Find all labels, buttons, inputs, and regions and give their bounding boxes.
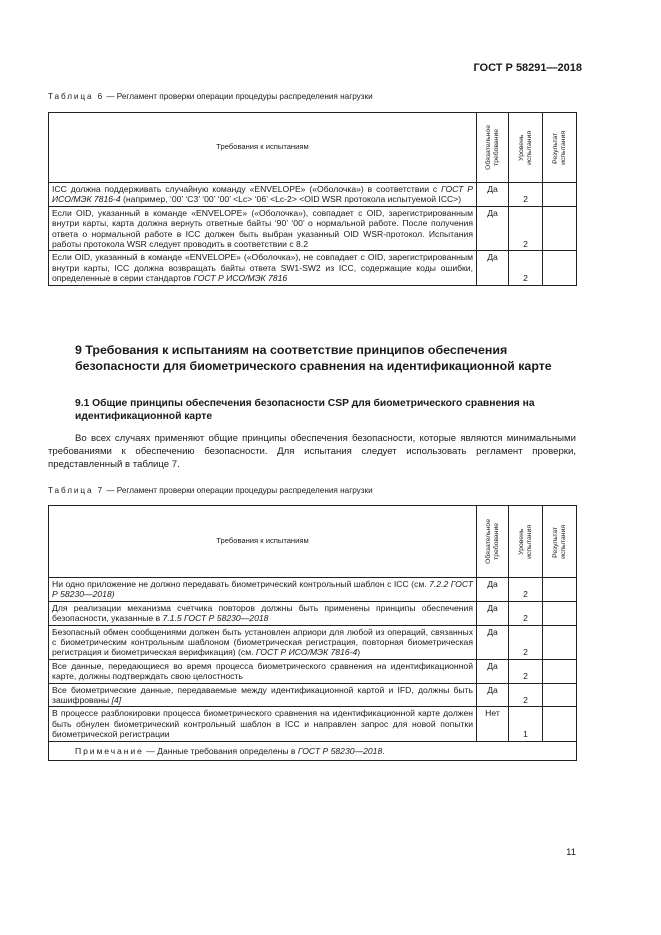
level-value: 2 bbox=[509, 683, 543, 707]
requirement-fragment: В процессе разблокировки процесса биометрического сравнения на идентификационной карте должен быть обнулен биометрический контрольный шаблон в ICC и направлен запрос для новой попытки биометрической регистрации bbox=[52, 708, 473, 740]
table-7-note-row bbox=[49, 741, 577, 760]
header-result-line2: испытания bbox=[559, 130, 567, 165]
table-7-caption-text: — Регламент проверки операции процедуры распределения нагрузки bbox=[106, 486, 373, 495]
header-level-line2: испытания bbox=[525, 130, 533, 165]
table-row bbox=[49, 578, 577, 602]
table-row bbox=[49, 659, 577, 683]
table-row bbox=[49, 206, 577, 251]
level-value: 1 bbox=[509, 707, 543, 741]
requirement-text bbox=[49, 251, 477, 285]
result-value bbox=[543, 251, 577, 285]
table-6 bbox=[48, 112, 577, 286]
table-row bbox=[49, 707, 577, 741]
header-mandatory-line1: Обязательное bbox=[484, 125, 492, 170]
table-row bbox=[49, 683, 577, 707]
header-result bbox=[543, 113, 577, 183]
table-7-body bbox=[49, 578, 577, 742]
level-value: 2 bbox=[509, 659, 543, 683]
section-9-1-paragraph-text: Во всех случаях применяют общие принципы обеспечения безопасности, которые являются минимальными требованиями к обеспечению безопасности. Для испытания следует использовать регламент проверки, представленный в таблице 7. bbox=[48, 433, 576, 470]
requirement-reference: 7.1.5 ГОСТ Р 58230—2018 bbox=[162, 613, 269, 624]
requirement-text bbox=[49, 578, 477, 602]
requirement-text bbox=[49, 625, 477, 659]
requirement-fragment: Если OID, указанный в команде «ENVELOPE» («Оболочка»), совпадает с OID, зарегистрированным внутри карты, карта должна вернуть ответные байты ‘90’ ‘00’ о нормальной работе. После получения ответа о нормальной работе в ICC должен быть выбран указанный OID WSR-протокол. Испытания работы протокола WSR следует проводить в соответствии с 8.2 bbox=[52, 207, 473, 250]
level-value: 2 bbox=[509, 601, 543, 625]
requirement-reference: ГОСТ Р ИСО/МЭК 7816-4 bbox=[255, 647, 358, 658]
header-result-line2: испытания bbox=[559, 524, 567, 559]
note-text: — Данные требования определены в bbox=[143, 745, 298, 756]
table-6-caption bbox=[48, 92, 373, 101]
result-value bbox=[543, 625, 577, 659]
table-row bbox=[49, 183, 577, 207]
requirement-text bbox=[49, 601, 477, 625]
requirement-text bbox=[49, 183, 477, 207]
requirement-fragment: ICC должна поддерживать случайную команду «ENVELOPE» («Оболочка») в соответствии с bbox=[52, 184, 442, 194]
requirement-text bbox=[49, 707, 477, 741]
section-9-1-paragraph bbox=[48, 432, 576, 471]
table-6-caption-text: — Регламент проверки операции процедуры распределения нагрузки bbox=[106, 92, 373, 101]
table-row bbox=[49, 251, 577, 285]
header-level-line1: Уровень bbox=[517, 528, 525, 555]
header-level bbox=[509, 506, 543, 578]
header-mandatory-line2: требование bbox=[492, 129, 500, 166]
mandatory-value: Да bbox=[477, 578, 509, 602]
mandatory-value: Да bbox=[477, 683, 509, 707]
level-value: 2 bbox=[509, 183, 543, 207]
header-result bbox=[543, 506, 577, 578]
note-reference: ГОСТ Р 58230—2018 bbox=[297, 745, 383, 756]
requirement-reference: 7.2.2 ГОСТ Р 58230—2018) bbox=[52, 579, 473, 600]
requirement-fragment: Ни одно приложение не должно передавать биометрический контрольный шаблон с ICC (см. bbox=[52, 579, 430, 589]
header-level-line1: Уровень bbox=[517, 134, 525, 161]
note-end: . bbox=[382, 745, 385, 756]
table-row bbox=[49, 601, 577, 625]
mandatory-value: Да bbox=[477, 206, 509, 251]
header-result-line1: Результат bbox=[551, 526, 559, 557]
requirement-fragment: Безопасный обмен сообщениями должен быть установлен априори для любой из операций, связанных с биометрическим контрольным шаблоном (биометрическая регистрация, повторная биометрическая регистрация и биометрическая верификация) (см. bbox=[52, 626, 473, 658]
mandatory-value: Да bbox=[477, 251, 509, 285]
result-value bbox=[543, 578, 577, 602]
result-value bbox=[543, 707, 577, 741]
result-value bbox=[543, 601, 577, 625]
requirement-text bbox=[49, 206, 477, 251]
header-level-line2: испытания bbox=[525, 524, 533, 559]
table-7 bbox=[48, 505, 577, 761]
mandatory-value: Да bbox=[477, 625, 509, 659]
table-7-header-row bbox=[49, 506, 577, 578]
result-value bbox=[543, 683, 577, 707]
header-requirements: Требования к испытаниям bbox=[49, 506, 477, 578]
level-value: 2 bbox=[509, 251, 543, 285]
mandatory-value: Да bbox=[477, 659, 509, 683]
header-level bbox=[509, 113, 543, 183]
mandatory-value: Да bbox=[477, 183, 509, 207]
section-9-1-title: 9.1 Общие принципы обеспечения безопасности CSP для биометрического сравнения на идентификационной карте bbox=[75, 398, 535, 423]
level-value: 2 bbox=[509, 578, 543, 602]
requirement-reference: ГОСТ Р ИСО/МЭК 7816 bbox=[193, 273, 288, 284]
requirement-reference: [4] bbox=[111, 695, 122, 706]
requirement-fragment: Если OID, указанный в команде «ENVELOPE» («Оболочка»), не совпадает с OID, зарегистрированным внутри карты, ICC должна возвращать байты ответа SW1-SW2 из ICC, содержащие коды ошибки, определенные в серии стандартов bbox=[52, 252, 473, 284]
requirement-fragment: ) bbox=[357, 647, 361, 658]
table-7-caption-label: Таблица 7 bbox=[48, 486, 105, 495]
requirement-text bbox=[49, 683, 477, 707]
requirement-fragment: (например, ‘00’ ‘C3’ ‘00’ ‘00’ <Lc> ‘06’ <Lc-2> <OID WSR протокола испытуемой ICC>) bbox=[120, 194, 462, 205]
table-6-caption-label: Таблица 6 bbox=[48, 92, 105, 101]
requirement-reference: ГОСТ Р ИСО/МЭК 7816-4 bbox=[52, 184, 473, 205]
mandatory-value: Да bbox=[477, 601, 509, 625]
section-9-title: 9 Требования к испытаниям на соответствие принципов обеспечения безопасности для биометрического сравнения на идентификационной карте bbox=[75, 343, 552, 373]
table-6-body bbox=[49, 183, 577, 286]
header-mandatory-line1: Обязательное bbox=[484, 519, 492, 564]
level-value: 2 bbox=[509, 625, 543, 659]
header-mandatory-line2: требование bbox=[492, 523, 500, 560]
level-value: 2 bbox=[509, 206, 543, 251]
header-mandatory bbox=[477, 113, 509, 183]
document-code: ГОСТ Р 58291—2018 bbox=[473, 62, 582, 74]
table-6-header-row bbox=[49, 113, 577, 183]
result-value bbox=[543, 659, 577, 683]
requirement-fragment: Для реализации механизма счетчика повторов должны быть применены принципы обеспечения безопасности, указанные в bbox=[52, 602, 473, 624]
table-7-caption bbox=[48, 486, 373, 495]
note-label: Примечание bbox=[75, 745, 144, 756]
result-value bbox=[543, 206, 577, 251]
page-number: 11 bbox=[566, 847, 576, 858]
requirement-text bbox=[49, 659, 477, 683]
header-requirements: Требования к испытаниям bbox=[49, 113, 477, 183]
header-mandatory bbox=[477, 506, 509, 578]
table-row bbox=[49, 625, 577, 659]
header-result-line1: Результат bbox=[551, 132, 559, 163]
mandatory-value: Нет bbox=[477, 707, 509, 741]
result-value bbox=[543, 183, 577, 207]
requirement-fragment: Все данные, передающиеся во время процесса биометрического сравнения на идентификационной карте, должны подтверждать свою целостность bbox=[52, 660, 473, 682]
table-7-note bbox=[49, 741, 577, 760]
requirement-fragment: Все биометрические данные, передаваемые между идентификационной картой и IFD, должны быть зашифрованы bbox=[52, 684, 473, 706]
